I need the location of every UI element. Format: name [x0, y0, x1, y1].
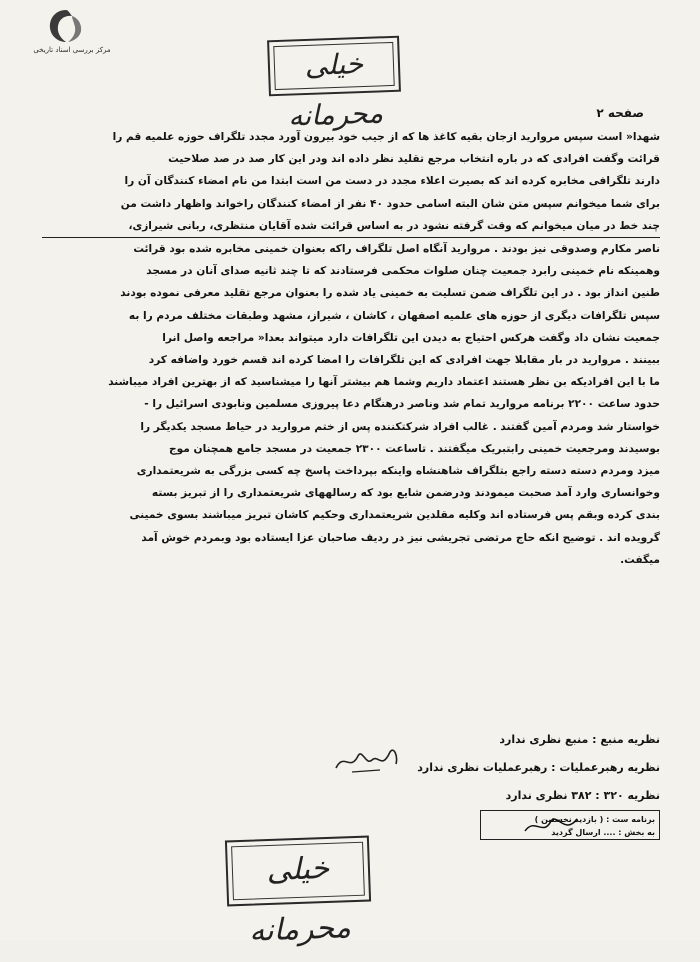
report-line: برای شما میخوانم سپس متن شان البته اسامی حدود ۴۰ نفر از امضاء کنندگان راخواند واظهار داشت من [120, 197, 660, 210]
approval-line: برنامه ست : ( بازدید نخستین ) [534, 815, 655, 824]
report-line: قرائت وگفت افرادی که در باره انتخاب مرجع تقلید نظر داده اند ودر این کار صد در صد صلاحیت [168, 153, 660, 166]
handwritten-signature [332, 742, 402, 776]
report-line: وخوانساری وارد آمد صحبت میمودند ودرضمن شایع بود که رسالههای شریعتمداری را از تبریز بسته [151, 487, 660, 500]
report-line: ما با این افرادیکه بن نظر هستند اعتماد داریم وشما هم بیشتر آنها را میشناسید که از بهترین افراد میباشند [108, 376, 660, 389]
classified-stamp-top [267, 36, 401, 133]
classified-stamp-bottom [225, 836, 371, 949]
archive-logo [12, 8, 132, 58]
note-source: نظریه منبع : منبع نظری ندارد [499, 733, 660, 746]
report-line: خواستار شد ومردم آمین گفتند . غالب افراد شرکتکننده پس از ختم مروارید در حیاط مسجد یکدیگر را [140, 420, 660, 433]
note-department: نظریه ۳۲۰ : ۳۸۲ نظری ندارد [505, 789, 660, 802]
report-line: ناصر مکارم وصدوقی نیز بودند . مروارید آنگاه اصل تلگراف راکه بعنوان خمینی مخابره شده بود قرائت [133, 243, 660, 256]
report-line: چند خط در میان میخوانم که وقت گرفته نشود در به اساس قرائت شده آقایان منتظری، ربانی شیرازی، [42, 215, 660, 238]
note-operations-leader: نظریه رهبرعملیات : رهبرعملیات نظری ندارد [417, 761, 660, 774]
report-body [42, 126, 660, 571]
report-line: بوسیدند ومرجعیت خمینی رابتبریک میگفتند . تاساعت ۲۳۰۰ جمعیت در مسجد جامع همچنان موج [169, 442, 660, 455]
stamp-text: خیلی محرمانه [248, 850, 352, 949]
report-line: سپس تلگرافات دیگری از حوزه های علمیه اصفهان ، کاشان ، شیراز، مشهد وطبقات مختلف مردم را به [128, 309, 660, 322]
report-line: طنین انداز بود . در این تلگراف ضمن تسلیت به خمینی یاد شده را بعنوان مرجع تقلید معرفی نموده بودند [120, 287, 660, 300]
stamp-text: خیلی محرمانه [287, 46, 384, 133]
approval-line: به بخش : .... ارسال گردید [551, 828, 655, 837]
approval-box [480, 810, 660, 840]
report-line: میگفت. [620, 553, 660, 566]
stamp-frame [231, 842, 365, 901]
source-notes [160, 726, 660, 810]
report-line: بندی کرده وبقم پس فرستاده اند وکلیه مقلدین شریعتمداری وحکیم کاشان تبریز میباشند بسوی خمینی [129, 509, 660, 522]
archive-logo-text: مرکز بررسی اسناد تاریخی [33, 46, 111, 54]
archive-emblem-icon [46, 8, 86, 44]
report-line: دارند تلگرافی مخابره کرده اند که بصیرت اعلاء مجدد در دست من است ابتدا من نام امضاء کنندگان آن را [124, 175, 660, 188]
report-line: حدود ساعت ۲۲۰۰ برنامه مروارید تمام شد وناصر درهنگام دعا پیروزی مسلمین ونابودی اسرائیل را - [144, 398, 660, 411]
report-line: وهمینکه نام خمینی رابرد جمعیت چنان صلوات محکمی فرستادند که تا چند ثانیه صدای آنان در مسجد [146, 265, 660, 278]
report-line: شهدا« است سپس مروارید ازجان بقیه کاغذ ها که از جیب خود بیرون آورد مجدد تلگراف حوزه علمیه قم را [112, 131, 660, 143]
approval-signature [521, 813, 581, 839]
report-line: ببینند . مروارید در بار مقابلا جهت افرادی که این تلگرافات را امضا کرده اند قسم خورد واضافه کرد [148, 354, 660, 367]
report-line: جمعیت نشان داد وگفت هرکس احتیاج به دیدن این تلگرافات دارد میتواند بعدا« مراجعه واصل انرا [162, 331, 660, 344]
page-number: صفحه ۲ [596, 106, 644, 120]
stamp-frame [273, 42, 394, 90]
report-line: گرویده اند . توضیح انکه حاج مرتضی تجریشی نیز در ردیف صاحبان عزا ایستاده بود وبمردم خوش آمد [141, 531, 660, 544]
report-line: میزد ومردم دسته دسته راجع بتلگراف شاهنشاه واینکه بپرداخت پاسخ چه کسی بزرگی به شریعتمداری [136, 465, 660, 478]
